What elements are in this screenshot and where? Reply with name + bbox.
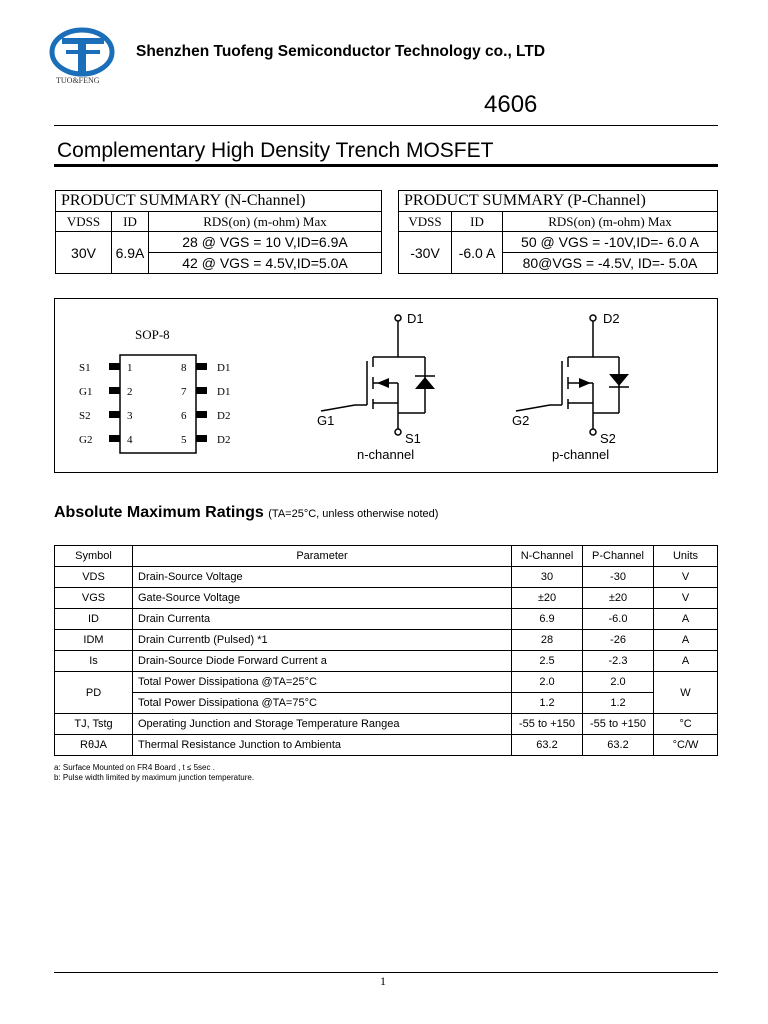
p-diode-icon — [609, 374, 629, 386]
amr-unit: °C — [654, 714, 718, 735]
amr-n: 6.9 — [512, 609, 583, 630]
amr-n: 30 — [512, 567, 583, 588]
document-title: Complementary High Density Trench MOSFET — [57, 139, 494, 162]
summary-p-rds-1: 50 @ VGS = -10V,ID=- 6.0 A — [503, 232, 718, 253]
summary-p-col-id: ID — [452, 212, 503, 232]
amr-symbol: Is — [55, 651, 133, 672]
amr-unit: V — [654, 588, 718, 609]
pin-left-4: G2 — [79, 434, 93, 446]
amr-symbol: IDM — [55, 630, 133, 651]
n-gate-label: G1 — [317, 413, 335, 428]
summary-p-vdss: -30V — [399, 232, 452, 274]
table-row — [55, 735, 718, 756]
company-name: Shenzhen Tuofeng Semiconductor Technology co., LTD — [136, 43, 546, 60]
pin-right-5: D2 — [217, 434, 231, 446]
table-row — [55, 609, 718, 630]
summary-p-col-rds: RDS(on) (m-ohm) Max — [503, 212, 718, 232]
amr-n: 28 — [512, 630, 583, 651]
amr-symbol: TJ, Tstg — [55, 714, 133, 735]
summary-n-rds-1: 28 @ VGS = 10 V,ID=6.9A — [149, 232, 382, 253]
amr-n: 2.5 — [512, 651, 583, 672]
pin-num-8: 8 — [181, 362, 187, 374]
part-number: 4606 — [484, 91, 538, 118]
n-diode-icon — [415, 377, 435, 389]
p-channel-label: p-channel — [552, 447, 610, 462]
summary-n-col-vdss: VDSS — [56, 212, 112, 232]
p-gate-label: G2 — [512, 413, 530, 428]
summary-n-col-rds: RDS(on) (m-ohm) Max — [149, 212, 382, 232]
amr-n: -55 to +150 — [512, 714, 583, 735]
n-channel-label: n-channel — [357, 447, 415, 462]
amr-param: Total Power Dissipationa @TA=75°C — [133, 693, 512, 714]
pin-num-1: 1 — [127, 362, 133, 374]
summary-table-p — [398, 190, 718, 274]
table-row — [55, 588, 718, 609]
pin-right-6: D2 — [217, 410, 231, 422]
circuit-diagram — [54, 298, 718, 473]
amr-header-n: N-Channel — [512, 546, 583, 567]
summary-n-vdss: 30V — [56, 232, 112, 274]
amr-symbol: ID — [55, 609, 133, 630]
amr-unit: °C/W — [654, 735, 718, 756]
amr-unit: W — [654, 672, 718, 714]
pin-right-7: D1 — [217, 386, 231, 398]
amr-header-parameter: Parameter — [133, 546, 512, 567]
table-row — [55, 567, 718, 588]
table-row — [55, 714, 718, 735]
table-row — [55, 672, 718, 693]
amr-param: Gate-Source Voltage — [133, 588, 512, 609]
amr-param: Drain Currentb (Pulsed) *1 — [133, 630, 512, 651]
amr-n: 2.0 — [512, 672, 583, 693]
amr-p: -30 — [583, 567, 654, 588]
amr-header-row — [55, 546, 718, 567]
amr-param: Drain Currenta — [133, 609, 512, 630]
summary-p-id: -6.0 A — [452, 232, 503, 274]
amr-param: Thermal Resistance Junction to Ambienta — [133, 735, 512, 756]
table-row — [55, 693, 718, 714]
footnotes — [54, 763, 254, 783]
amr-note: (TA=25°C, unless otherwise noted) — [268, 508, 439, 520]
amr-p: -6.0 — [583, 609, 654, 630]
table-row — [55, 651, 718, 672]
amr-unit: A — [654, 609, 718, 630]
amr-n: 63.2 — [512, 735, 583, 756]
amr-p: 2.0 — [583, 672, 654, 693]
p-drain-label: D2 — [603, 311, 620, 326]
summary-p-title: PRODUCT SUMMARY (P-Channel) — [399, 191, 718, 212]
amr-p: -55 to +150 — [583, 714, 654, 735]
pin-left-1: S1 — [79, 362, 91, 374]
divider-footer — [54, 972, 718, 973]
divider-title — [54, 164, 718, 167]
amr-unit: A — [654, 630, 718, 651]
sop-pins — [109, 363, 207, 442]
page-number: 1 — [380, 974, 386, 988]
amr-unit: V — [654, 567, 718, 588]
n-drain-label: D1 — [407, 311, 424, 326]
pin-num-3: 3 — [127, 410, 133, 422]
amr-heading — [54, 504, 438, 522]
table-row — [55, 630, 718, 651]
amr-header-units: Units — [654, 546, 718, 567]
summary-n-col-id: ID — [112, 212, 149, 232]
amr-table — [54, 545, 718, 756]
company-logo — [48, 26, 120, 88]
schematic-svg — [55, 299, 717, 472]
amr-p: -2.3 — [583, 651, 654, 672]
amr-symbol: VGS — [55, 588, 133, 609]
n-channel-mosfet-symbol — [321, 315, 435, 435]
amr-n: 1.2 — [512, 693, 583, 714]
amr-param: Drain-Source Diode Forward Current a — [133, 651, 512, 672]
summary-p-col-vdss: VDSS — [399, 212, 452, 232]
summary-n-title: PRODUCT SUMMARY (N-Channel) — [56, 191, 382, 212]
p-source-label: S2 — [600, 431, 616, 446]
n-arrow-icon — [377, 378, 389, 388]
pin-num-4: 4 — [127, 434, 133, 446]
pin-right-8: D1 — [217, 362, 231, 374]
amr-p: ±20 — [583, 588, 654, 609]
p-arrow-icon — [579, 378, 591, 388]
summary-n-rds-2: 42 @ VGS = 4.5V,ID=5.0A — [149, 253, 382, 274]
amr-p: 1.2 — [583, 693, 654, 714]
amr-n: ±20 — [512, 588, 583, 609]
divider-top — [54, 125, 718, 126]
amr-symbol: PD — [55, 672, 133, 714]
amr-header-p: P-Channel — [583, 546, 654, 567]
pin-num-7: 7 — [181, 386, 187, 398]
logo-text: TUO&FENG — [56, 76, 100, 85]
package-label: SOP-8 — [135, 327, 170, 342]
amr-param: Total Power Dissipationa @TA=25°C — [133, 672, 512, 693]
pin-num-6: 6 — [181, 410, 187, 422]
amr-param: Operating Junction and Storage Temperature Rangea — [133, 714, 512, 735]
n-source-label: S1 — [405, 431, 421, 446]
footnote-b: b: Pulse width limited by maximum junction temperature. — [54, 773, 255, 782]
amr-param: Drain-Source Voltage — [133, 567, 512, 588]
summary-p-rds-2: 80@VGS = -4.5V, ID=- 5.0A — [503, 253, 718, 274]
summary-table-n — [55, 190, 382, 274]
amr-header-symbol: Symbol — [55, 546, 133, 567]
amr-unit: A — [654, 651, 718, 672]
pin-num-5: 5 — [181, 434, 187, 446]
summary-n-id: 6.9A — [112, 232, 149, 274]
amr-title: Absolute Maximum Ratings — [54, 504, 264, 521]
amr-symbol: VDS — [55, 567, 133, 588]
pin-left-2: G1 — [79, 386, 93, 398]
pin-left-3: S2 — [79, 410, 91, 422]
footnote-a: a: Surface Mounted on FR4 Board , t ≤ 5sec . — [54, 763, 215, 772]
amr-symbol: RθJA — [55, 735, 133, 756]
pin-num-2: 2 — [127, 386, 133, 398]
amr-p: -26 — [583, 630, 654, 651]
amr-p: 63.2 — [583, 735, 654, 756]
